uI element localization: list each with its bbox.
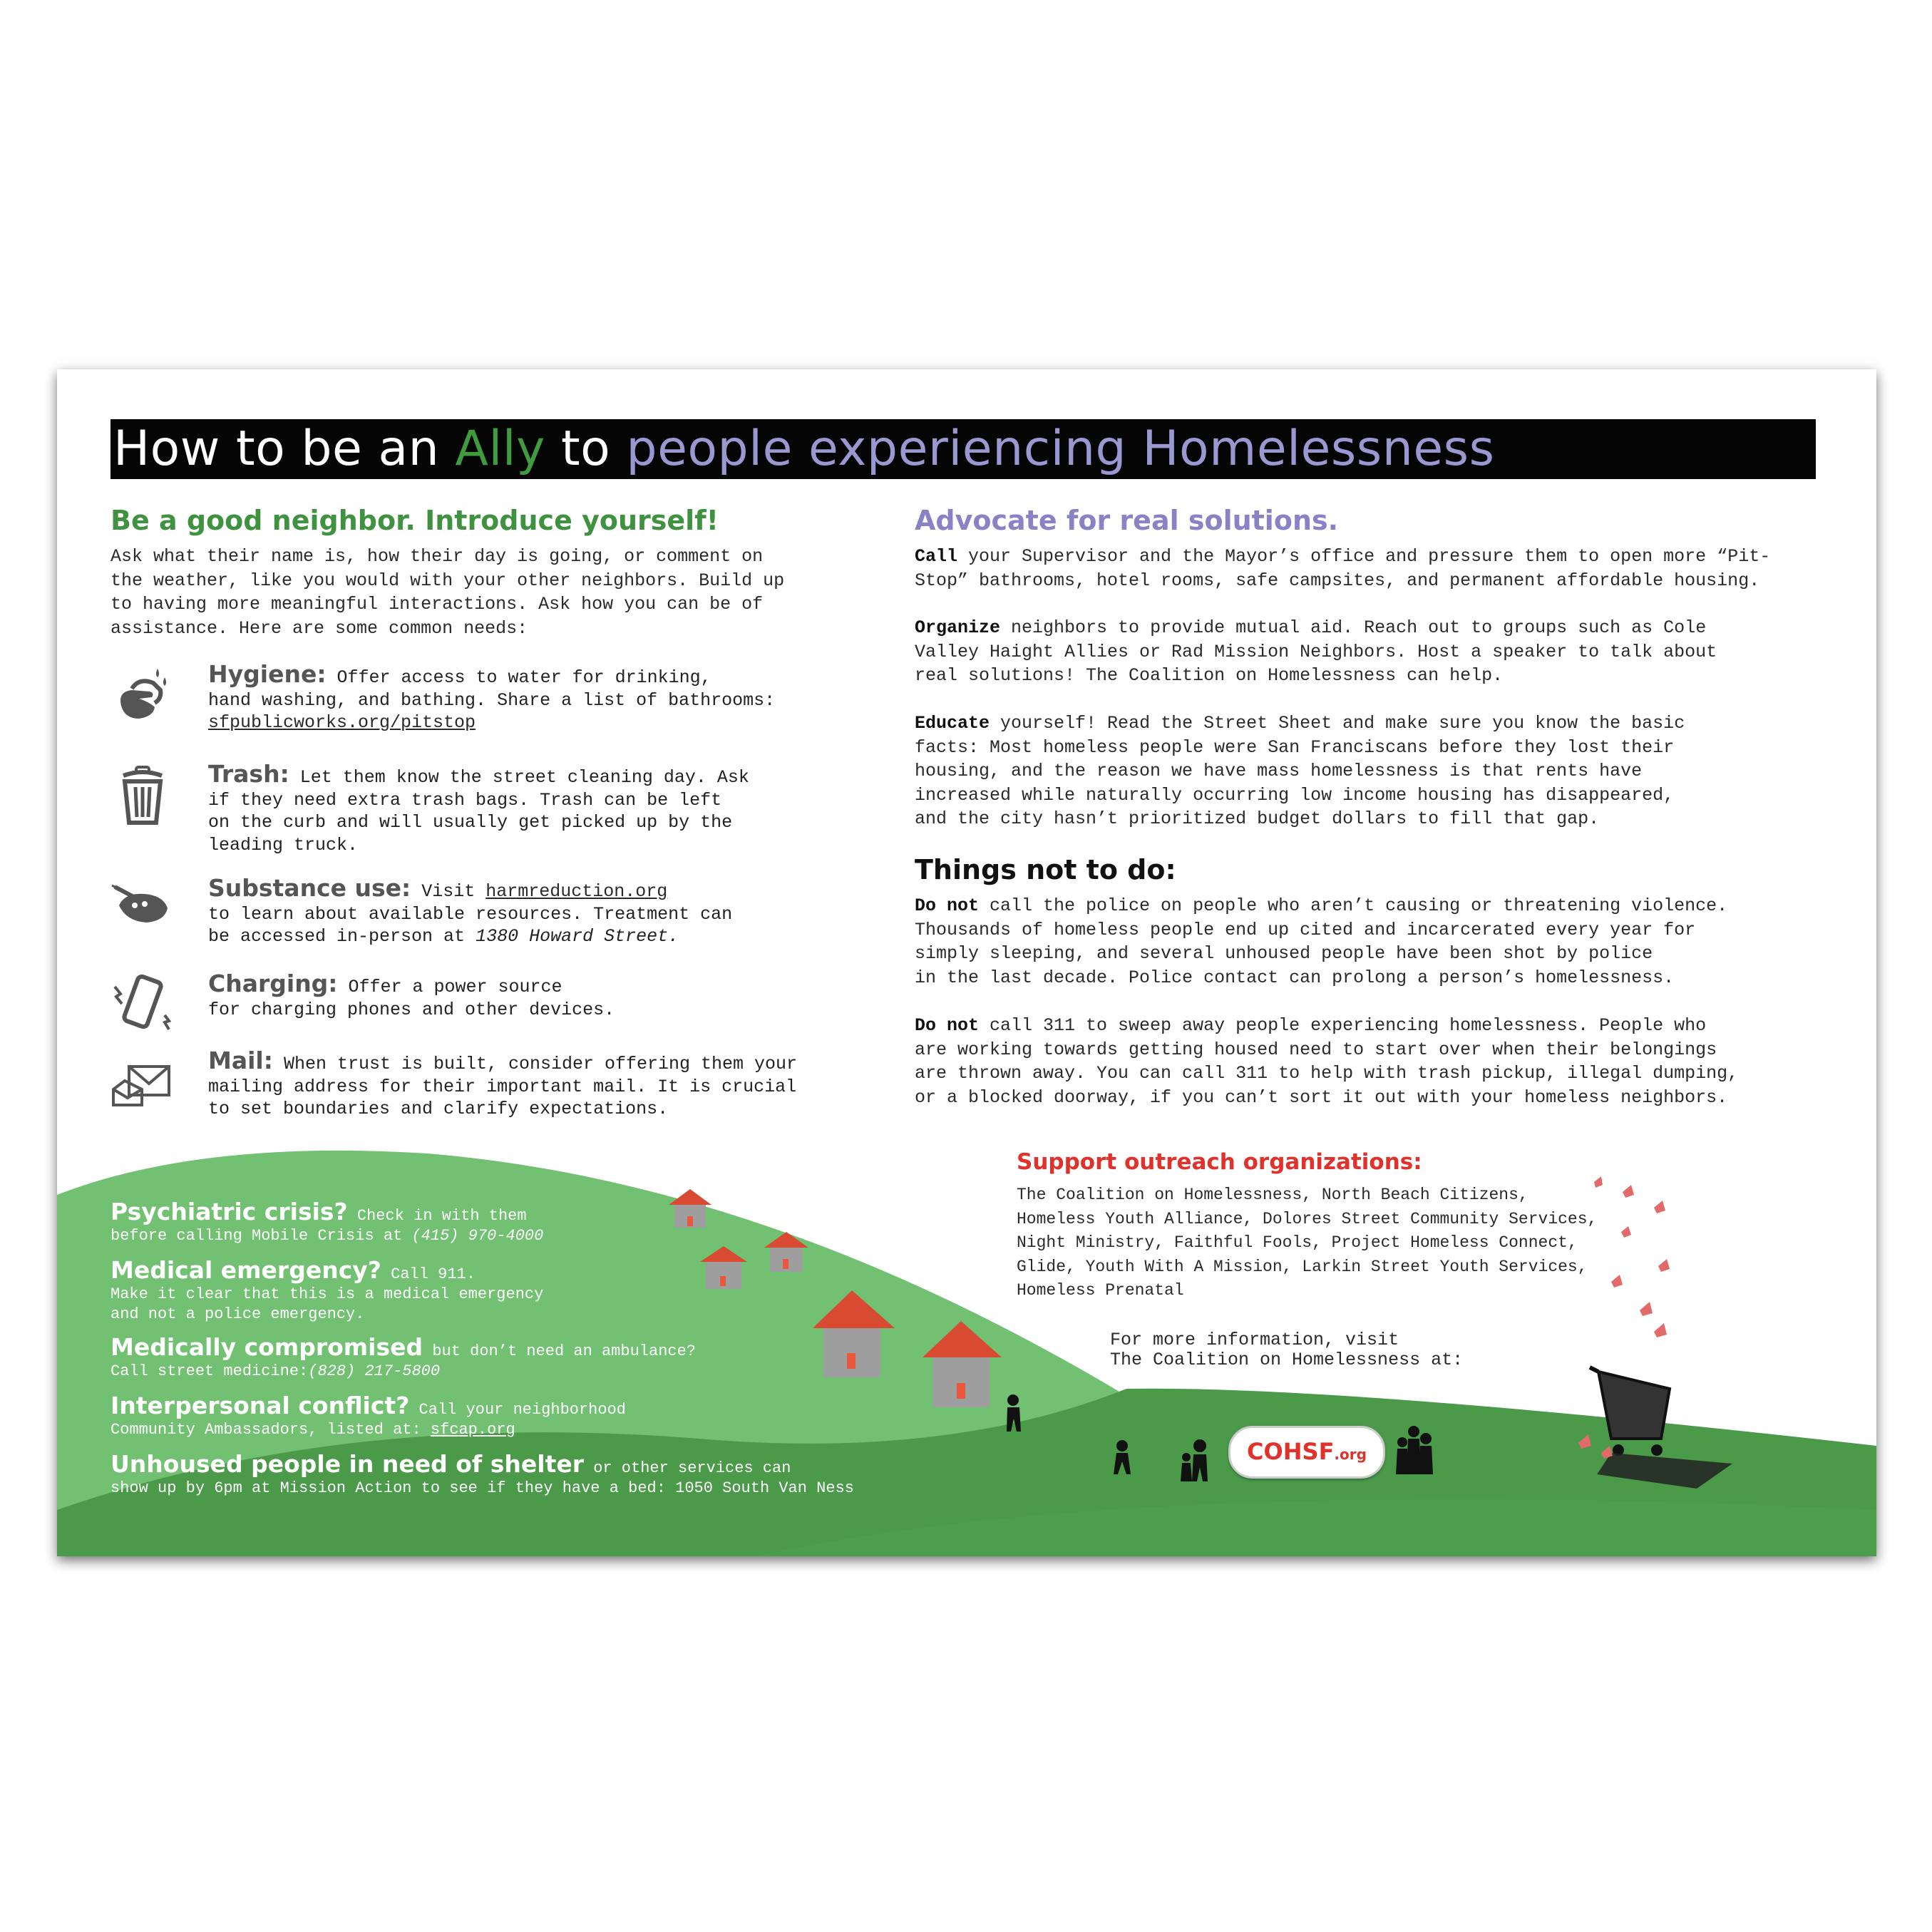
not-to-do-heading: Things not to do: [915, 854, 1176, 885]
compromised-text: but don’t need an ambulance? Call street medicine: [111, 1342, 697, 1380]
organize-bold: Organize [915, 617, 1001, 638]
substance-text: Visit [411, 881, 486, 902]
substance-address: 1380 Howard Street. [476, 926, 679, 947]
substance-text-2: to learn about available resources. Treatment can be accessed in-person at [208, 903, 733, 947]
crisis-compromised [111, 1333, 697, 1382]
psychiatric-head: Psychiatric crisis? [111, 1198, 348, 1226]
charging-text: Offer a power source for charging phones and other devices. [208, 977, 615, 1020]
harmreduction-link[interactable]: harmreduction.org [485, 881, 668, 902]
donot-police-text: call the police on people who aren’t causing or threatening violence. Thousands of homeless people end up cited and incarcerated every year for simply sleeping, and several unhoused people have been shot by police in the last decade. Police contact can prolong a person’s homelessness. [915, 895, 1728, 988]
hygiene-text: Offer access to water for drinking, hand washing, and bathing. Share a list of bathrooms: [208, 667, 776, 711]
left-heading: Be a good neighbor. Introduce yourself! [111, 505, 719, 536]
crisis-psychiatric [111, 1198, 544, 1246]
medical-head: Medical emergency? [111, 1256, 381, 1284]
educate-bold: Educate [915, 713, 990, 734]
psychiatric-text: Check in with them before calling Mobile Crisis at [111, 1207, 527, 1245]
sfcap-link[interactable]: sfcap.org [430, 1421, 515, 1439]
phone-charging-icon [111, 972, 175, 1037]
crisis-conflict [111, 1392, 626, 1440]
donot-311-paragraph [915, 1014, 1856, 1109]
trash-text: Let them know the street cleaning day. Ask if they need extra trash bags. Trash can be left on the curb and will usually get picked up by the leading truck. [208, 767, 749, 855]
crisis-medical [111, 1256, 544, 1325]
hygiene-label: Hygiene: [208, 660, 327, 688]
substance-label: Substance use: [208, 874, 411, 902]
title-part2: to [545, 421, 627, 477]
educate-paragraph [915, 711, 1856, 831]
donot-311-bold: Do not [915, 1015, 980, 1036]
call-text: your Supervisor and the Mayor’s office and pressure them to open more “Pit- Stop” bathrooms, hotel rooms, safe campsites, and permanent affordable housing. [915, 546, 1771, 591]
conflict-head: Interpersonal conflict? [111, 1392, 410, 1419]
donot-police-bold: Do not [915, 895, 980, 916]
logo-suffix-text: .org [1334, 1446, 1367, 1463]
title-ally: Ally [455, 421, 545, 477]
organize-paragraph [915, 616, 1856, 688]
trash-can-icon [111, 763, 175, 827]
syringe-hand-icon [111, 877, 175, 941]
logo-main-text: COHSF [1247, 1438, 1335, 1465]
educate-text: yourself! Read the Street Sheet and make sure you know the basic facts: Most homeless people were San Franciscans before they lost their housing, and the reason we have mass homelessness is that rents have increased while naturally occurring low income housing has disappeared, and the city hasn’t prioritized budget dollars to fill that gap. [915, 713, 1685, 829]
crisis-shelter [111, 1450, 854, 1499]
more-info-text: For more information, visit The Coalition on Homelessness at: [1110, 1330, 1464, 1370]
mail-envelope-icon [111, 1049, 175, 1114]
house-1 [669, 1189, 711, 1228]
mail-label: Mail: [208, 1047, 273, 1074]
mail-text: When trust is built, consider offering them your mailing address for their important mail. It is crucial to set boundaries and clarify expectations. [208, 1054, 798, 1119]
donot-311-text: call 311 to sweep away people experiencing homelessness. People who are working towards getting housed need to start over when their belongings are thrown away. You can call 311 to help with trash pickup, illegal dumping, or a blocked doorway, if you can’t sort it out with your homeless neighbors. [915, 1015, 1739, 1108]
support-heading: Support outreach organizations: [1017, 1149, 1422, 1175]
conflict-text: Call your neighborhood Community Ambassadors, listed at: [111, 1401, 626, 1439]
street-medicine-phone: (828) 217-5800 [308, 1362, 441, 1380]
page-title [111, 419, 1816, 479]
hand-washing-icon [111, 663, 175, 727]
medical-text: Call 911. Make it clear that this is a medical emergency and not a police emergency. [111, 1265, 544, 1323]
shelter-text: or other services can show up by 6pm at Mission Action to see if they have a bed: 1050 South Van Ness [111, 1459, 854, 1497]
organize-text: neighbors to provide mutual aid. Reach out to groups such as Cole Valley Haight Allies or Rad Mission Neighbors. Host a speaker to talk about real solutions! The Coalition on Homelessness can help. [915, 617, 1717, 686]
title-part1: How to be an [113, 421, 456, 477]
cohsf-logo[interactable] [1228, 1426, 1385, 1479]
donot-police-paragraph [915, 894, 1856, 990]
trash-label: Trash: [208, 760, 289, 788]
call-paragraph [915, 545, 1856, 592]
compromised-head: Medically compromised [111, 1333, 423, 1361]
flyer-card [57, 369, 1876, 1556]
left-intro: Ask what their name is, how their day is going, or comment on the weather, like you would with your other neighbors. Build up to having more meaningful interactions. Ask how you can be of assistance. Here are some common needs: [111, 546, 785, 639]
call-bold: Call [915, 546, 958, 567]
shelter-head: Unhoused people in need of shelter [111, 1450, 584, 1478]
charging-label: Charging: [208, 970, 338, 997]
title-purple: people experiencing Homelessness [626, 421, 1495, 477]
right-heading: Advocate for real solutions. [915, 505, 1339, 536]
support-orgs: The Coalition on Homelessness, North Beach Citizens, Homeless Youth Alliance, Dolores Street Community Services, Night Ministry, Faithful Fools, Project Homeless Connect, Glide, Youth With A Mission, Larkin Street Youth Services, Homeless Prenatal [1017, 1186, 1598, 1300]
pitstop-link[interactable]: sfpublicworks.org/pitstop [208, 712, 476, 733]
mobile-crisis-phone: (415) 970-4000 [411, 1227, 544, 1245]
